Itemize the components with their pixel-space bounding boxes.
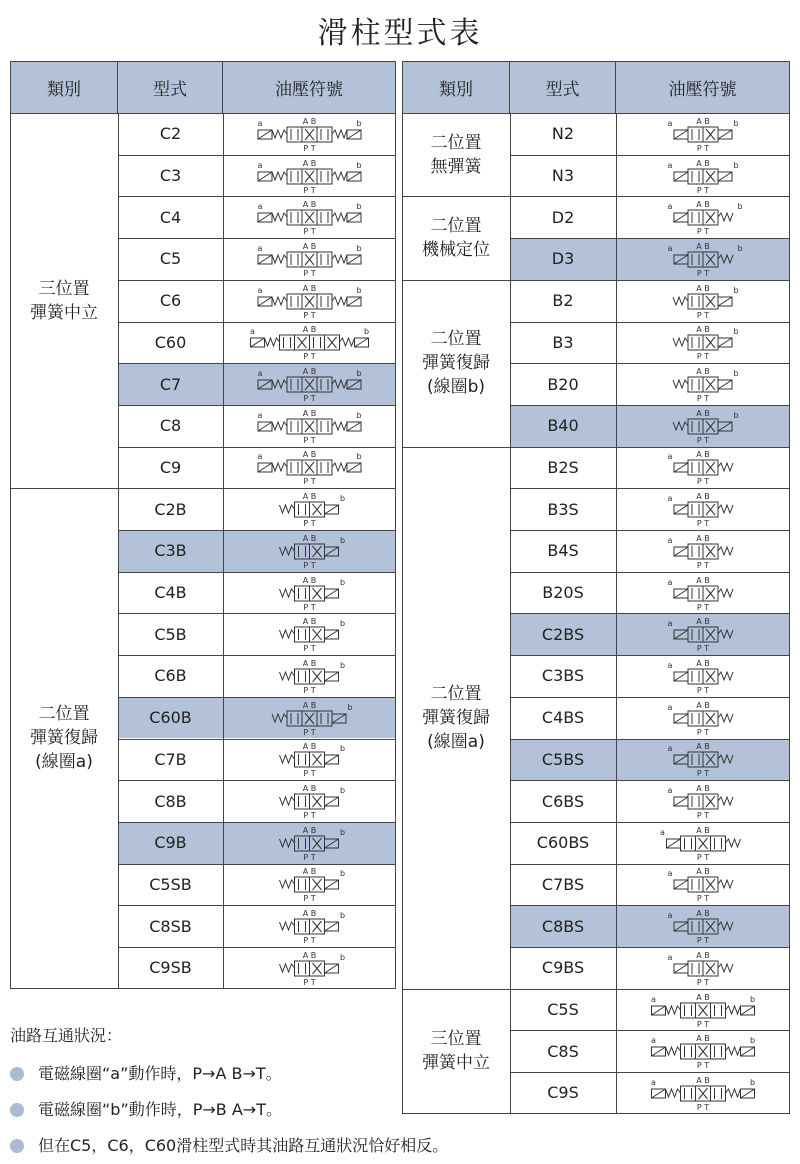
type-cell: B20 [547,374,579,394]
bullet-icon [10,1103,24,1117]
ports-ab-label: A B [696,367,710,377]
ports-pt-label: P T [696,977,710,987]
solenoid-label: a [257,243,263,253]
solenoid-label: a [667,702,673,712]
category-label: 無彈簧 [430,156,482,177]
type-cell: C7 [118,363,223,405]
type-cell: C2BS [510,613,616,655]
ports-ab-label: A B [696,283,710,293]
type-cell: B3S [547,499,579,519]
ports-ab-label: A B [696,200,710,210]
ports-ab-label: A B [302,533,317,543]
category-label: 彈簧中立 [30,302,98,323]
type-cell: B40 [510,405,616,447]
ports-pt-label: P T [303,435,316,445]
header-type: 型式 [510,61,616,113]
ports-ab-label: A B [302,742,317,752]
note-item [10,1056,448,1092]
type-cell: N2 [551,124,575,144]
ports-pt-label: P T [696,352,710,362]
type-cell: N3 [551,166,575,186]
ports-ab-label: A B [696,867,710,877]
type-cell: B2S [547,457,579,477]
bullet-icon [10,1139,24,1153]
type-cell: D3 [510,238,616,280]
solenoid-label: b [339,619,346,629]
ports-pt-label: P T [696,769,710,779]
ports-pt-label: P T [303,268,316,278]
solenoid-label: a [667,744,673,754]
solenoid-label: a [667,494,673,504]
solenoid-label: b [363,327,370,337]
type-cell: B2 [552,291,574,311]
note-item [10,1128,448,1164]
solenoid-label: a [257,160,263,170]
type-cell: C5SB [149,874,192,894]
category-label: 二位置 [430,329,482,350]
category-label: 彈簧復歸 [30,728,98,749]
category-label: (線圈a) [35,752,93,773]
ports-ab-label: A B [302,950,317,960]
solenoid-label: a [667,577,673,587]
ports-pt-label: P T [696,1061,710,1071]
ports-pt-label: P T [696,644,710,654]
ports-pt-label: P T [303,227,316,237]
ports-ab-label: A B [696,909,710,919]
type-cell: B4S [547,541,579,561]
ports-ab-label: A B [302,408,317,418]
ports-pt-label: P T [696,685,710,695]
ports-ab-label: A B [302,825,317,835]
solenoid-label: a [667,452,673,462]
category-label: 彈簧復歸 [422,707,490,728]
type-cell: C9B [118,822,223,864]
type-cell: C2B [154,499,187,519]
ports-pt-label: P T [303,477,316,487]
ports-pt-label: P T [696,1102,710,1112]
type-cell: C3B [118,530,223,572]
type-cell: C9S [547,1083,579,1103]
ports-ab-label: A B [696,700,710,710]
type-cell: C9BS [541,958,585,978]
header-symbol: 油壓符號 [616,61,790,113]
note-text: 電磁線圈“b”動作時，P→B A→T。 [38,1100,282,1119]
type-cell: C7BS [541,874,585,894]
ports-pt-label: P T [303,310,316,320]
solenoid-label: a [257,118,263,128]
ports-pt-label: P T [696,143,710,153]
solenoid-label: b [356,452,362,462]
ports-ab-label: A B [696,784,710,794]
type-cell: C8B [154,791,187,811]
type-cell: C60BS [536,833,590,853]
ports-pt-label: P T [303,560,316,570]
solenoid-label: b [733,327,739,337]
type-cell: C9SB [149,958,192,978]
type-cell: C4 [159,207,182,227]
solenoid-label: a [250,327,255,337]
ports-pt-label: P T [303,936,316,946]
solenoid-label: b [339,494,346,504]
solenoid-label: b [749,1077,756,1087]
ports-pt-label: P T [696,602,710,612]
note-item [10,1092,448,1128]
solenoid-label: b [737,202,743,212]
ports-ab-label: A B [696,1034,710,1044]
category-label: 二位置 [430,132,482,153]
ports-ab-label: A B [302,158,317,168]
notes [10,1018,448,1164]
ports-ab-label: A B [302,658,317,668]
ports-pt-label: P T [696,1019,710,1029]
ports-pt-label: P T [303,602,316,612]
solenoid-label: b [733,285,739,295]
ports-ab-label: A B [302,867,317,877]
solenoid-label: a [667,160,673,170]
ports-ab-label: A B [696,533,710,543]
ports-ab-label: A B [302,784,317,794]
solenoid-label: b [356,243,362,253]
ports-ab-label: A B [696,450,710,460]
ports-pt-label: P T [303,185,316,195]
solenoid-label: a [651,1036,656,1046]
ports-pt-label: P T [696,894,710,904]
type-cell: B3 [552,332,574,352]
solenoid-label: b [339,952,346,962]
type-cell: C5BS [510,739,616,781]
type-cell: B20S [542,583,584,603]
category-label: (線圈a) [427,731,485,752]
ports-pt-label: P T [696,310,710,320]
solenoid-label: b [339,577,346,587]
category-label: 彈簧中立 [422,1053,490,1074]
ports-pt-label: P T [696,185,710,195]
category-label: 彈簧復歸 [422,353,490,374]
ports-pt-label: P T [303,769,316,779]
solenoid-label: b [356,369,362,379]
solenoid-label: a [667,243,673,253]
page-title: 滑柱型式表 [317,16,483,51]
type-cell: C60B [118,697,223,739]
type-cell: C6 [159,291,182,311]
ports-ab-label: A B [696,158,710,168]
ports-ab-label: A B [696,825,710,835]
solenoid-label: b [356,285,362,295]
ports-pt-label: P T [696,560,710,570]
ports-pt-label: P T [696,727,710,737]
category-label: (線圈b) [426,377,486,398]
ports-pt-label: P T [303,977,316,987]
type-cell: C3 [159,166,182,186]
ports-pt-label: P T [696,227,710,237]
ports-ab-label: A B [302,575,317,585]
solenoid-label: a [667,535,673,545]
type-cell: C3BS [541,666,585,686]
ports-ab-label: A B [302,450,317,460]
ports-ab-label: A B [302,367,317,377]
type-cell: C5S [547,1000,579,1020]
ports-pt-label: P T [303,852,316,862]
table-frame [10,61,396,989]
solenoid-label: a [257,369,263,379]
category-label: 二位置 [38,704,90,725]
type-cell: C4B [154,583,187,603]
solenoid-label: b [339,535,346,545]
ports-ab-label: A B [302,200,317,210]
solenoid-label: a [257,285,263,295]
solenoid-label: a [667,911,673,921]
ports-pt-label: P T [303,644,316,654]
ports-ab-label: A B [302,700,317,710]
ports-pt-label: P T [303,685,316,695]
ports-ab-label: A B [696,992,710,1002]
note-text: 但在C5，C6，C60滑柱型式時其油路互通狀況恰好相反。 [38,1136,449,1155]
solenoid-label: b [356,202,362,212]
ports-ab-label: A B [302,617,317,627]
ports-ab-label: A B [302,283,317,293]
solenoid-label: b [749,1036,756,1046]
category-label: 二位置 [430,216,482,237]
ports-ab-label: A B [696,241,710,251]
ports-ab-label: A B [302,116,317,126]
ports-ab-label: A B [696,575,710,585]
ports-ab-label: A B [696,492,710,502]
solenoid-label: a [257,410,263,420]
ports-ab-label: A B [696,325,710,335]
type-cell: C7B [154,749,187,769]
solenoid-label: b [339,869,346,879]
solenoid-label: a [667,118,673,128]
ports-ab-label: A B [696,408,710,418]
type-cell: C60 [154,332,187,352]
type-cell: C8S [547,1041,579,1061]
category-label: 二位置 [430,683,482,704]
type-cell: C5B [154,624,187,644]
ports-ab-label: A B [302,241,317,251]
type-cell: C8SB [149,916,192,936]
type-cell: C6BS [541,791,585,811]
solenoid-label: b [733,160,739,170]
type-cell: D2 [551,207,575,227]
solenoid-label: b [737,243,743,253]
solenoid-label: b [339,911,346,921]
ports-ab-label: A B [696,658,710,668]
ports-pt-label: P T [303,352,316,362]
solenoid-label: b [339,660,346,670]
type-cell: C9 [159,457,182,477]
header-category: 類別 [402,61,510,113]
solenoid-label: a [667,202,673,212]
ports-pt-label: P T [303,894,316,904]
solenoid-label: b [339,744,346,754]
solenoid-label: b [339,827,346,837]
ports-ab-label: A B [696,116,710,126]
solenoid-label: a [660,827,665,837]
ports-pt-label: P T [303,727,316,737]
solenoid-label: b [356,410,362,420]
solenoid-label: a [667,660,673,670]
solenoid-label: a [651,994,656,1004]
type-cell: C4BS [541,708,585,728]
ports-pt-label: P T [303,811,316,821]
ports-ab-label: A B [302,492,317,502]
ports-pt-label: P T [696,477,710,487]
ports-pt-label: P T [696,936,710,946]
solenoid-label: a [667,786,673,796]
bullet-icon [10,1067,24,1081]
ports-ab-label: A B [696,617,710,627]
ports-ab-label: A B [302,325,317,335]
ports-pt-label: P T [303,143,316,153]
category-label: 三位置 [430,1029,482,1050]
solenoid-label: b [339,786,346,796]
ports-ab-label: A B [696,742,710,752]
type-cell: C5 [159,249,182,269]
solenoid-label: b [733,410,739,420]
solenoid-label: b [733,118,739,128]
header-category: 類別 [10,61,118,113]
note-text: 電磁線圈“a”動作時，P→A B→T。 [38,1064,282,1083]
type-cell: C8 [159,416,182,436]
ports-pt-label: P T [696,852,710,862]
solenoid-label: a [257,202,263,212]
notes-heading: 油路互通狀況： [10,1026,123,1045]
ports-pt-label: P T [696,435,710,445]
category-label: 三位置 [38,278,90,299]
type-cell: C8BS [510,905,616,947]
solenoid-label: a [257,452,263,462]
type-cell: C6B [154,666,187,686]
ports-ab-label: A B [302,909,317,919]
ports-ab-label: A B [696,1075,710,1085]
solenoid-label: b [749,994,756,1004]
ports-pt-label: P T [696,811,710,821]
type-cell: C2 [159,124,182,144]
header-divider [402,113,790,114]
ports-pt-label: P T [303,394,316,404]
ports-pt-label: P T [696,394,710,404]
ports-ab-label: A B [696,950,710,960]
solenoid-label: a [651,1077,656,1087]
ports-pt-label: P T [696,519,710,529]
solenoid-label: b [733,369,739,379]
solenoid-label: b [356,118,362,128]
solenoid-label: a [667,952,673,962]
solenoid-label: a [667,869,673,879]
header-type: 型式 [118,61,223,113]
solenoid-label: b [347,702,353,712]
ports-pt-label: P T [696,268,710,278]
header-divider [10,113,396,114]
solenoid-label: a [667,619,673,629]
ports-pt-label: P T [303,519,316,529]
header-symbol: 油壓符號 [223,61,396,113]
category-label: 機械定位 [422,240,490,261]
solenoid-label: b [356,160,362,170]
table-frame [402,61,790,1114]
